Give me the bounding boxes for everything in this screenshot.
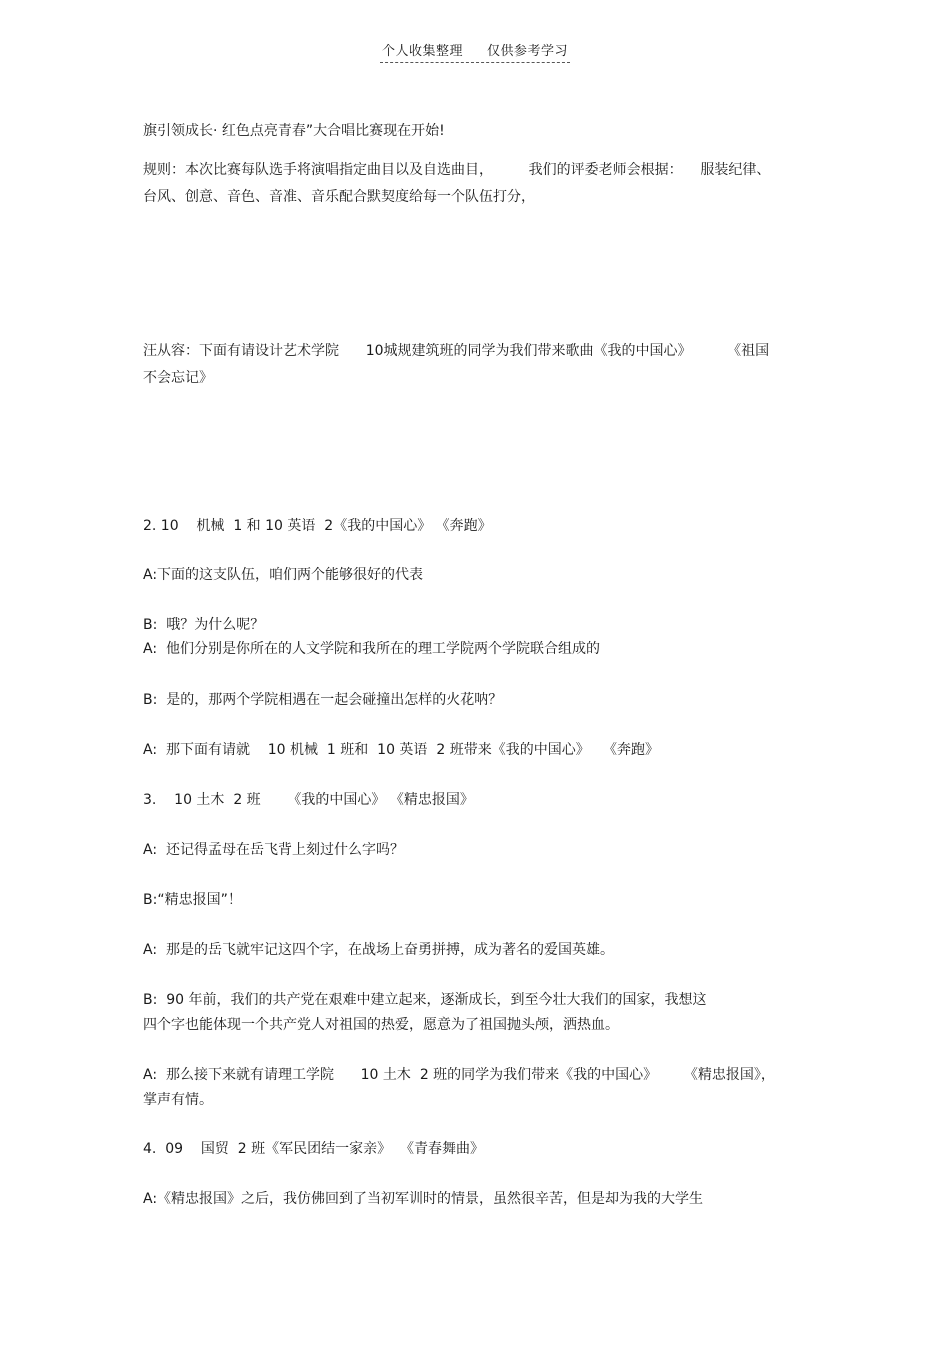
- body-line-dialog: A: 那么接下来就有请理工学院 10 土木 2 班的同学为我们带来《我的中国心》 《精忠报国》，: [143, 1067, 775, 1083]
- header-underline: [380, 40, 570, 63]
- body-line-dialog: 掌声有情。: [143, 1092, 213, 1108]
- body-line-dialog: A:下面的这支队伍，咱们两个能够很好的代表: [143, 567, 424, 583]
- body-line-dialog: A: 还记得孟母在岳飞背上刻过什么字吗？: [143, 842, 404, 858]
- body-line-dialog: B: 90 年前，我们的共产党在艰难中建立起来，逐渐成长，到至今壮大我们的国家，我想这: [143, 992, 707, 1008]
- body-line-dialog: B: 是的，那两个学院相遇在一起会碰撞出怎样的火花呐？: [143, 692, 503, 708]
- body-line-dialog: B:“精忠报国”！: [143, 892, 242, 908]
- body-line-rules-1: 规则：本次比赛每队选手将演唱指定曲目以及自选曲目， 我们的评委老师会根据： 服装纪律、: [143, 162, 771, 178]
- body-line-dialog: A: 那是的岳飞就牢记这四个字，在战场上奋勇拼搏，成为著名的爱国英雄。: [143, 942, 614, 958]
- body-line-dialog: 四个字也能体现一个共产党人对祖国的热爱，愿意为了祖国抛头颅，洒热血。: [143, 1017, 619, 1033]
- page-header: [0, 40, 950, 63]
- body-line-intro-1: 汪从容：下面有请设计艺术学院 10城规建筑班的同学为我们带来歌曲《我的中国心》 《祖国: [143, 343, 770, 359]
- body-line-dialog: A: 那下面有请就 10 机械 1 班和 10 英语 2 班带来《我的中国心》 《奔跑》: [143, 742, 660, 758]
- body-line-opening: 旗引领成长· 红色点亮青春”大合唱比赛现在开始!: [143, 123, 445, 139]
- body-line-dialog: B: 哦？为什么呢？: [143, 617, 265, 633]
- body-line-item-3: 3. 10 土木 2 班 《我的中国心》 《精忠报国》: [143, 792, 474, 808]
- body-line-rules-2: 台风、创意、音色、音准、音乐配合默契度给每一个队伍打分，: [143, 189, 535, 205]
- body-line-intro-2: 不会忘记》: [143, 370, 213, 386]
- body-line-dialog: A:《精忠报国》之后，我仿佛回到了当初军训时的情景，虽然很辛苦，但是却为我的大学生: [143, 1191, 704, 1207]
- header-right-text: 仅供参考学习: [487, 44, 569, 59]
- body-line-dialog: A: 他们分别是你所在的人文学院和我所在的理工学院两个学院联合组成的: [143, 641, 600, 657]
- header-left-text: 个人收集整理: [381, 44, 463, 59]
- body-line-item-4: 4. 09 国贸 2 班《军民团结一家亲》 《青春舞曲》: [143, 1141, 485, 1157]
- body-line-item-2: 2. 10 机械 1 和 10 英语 2《我的中国心》 《奔跑》: [143, 518, 492, 534]
